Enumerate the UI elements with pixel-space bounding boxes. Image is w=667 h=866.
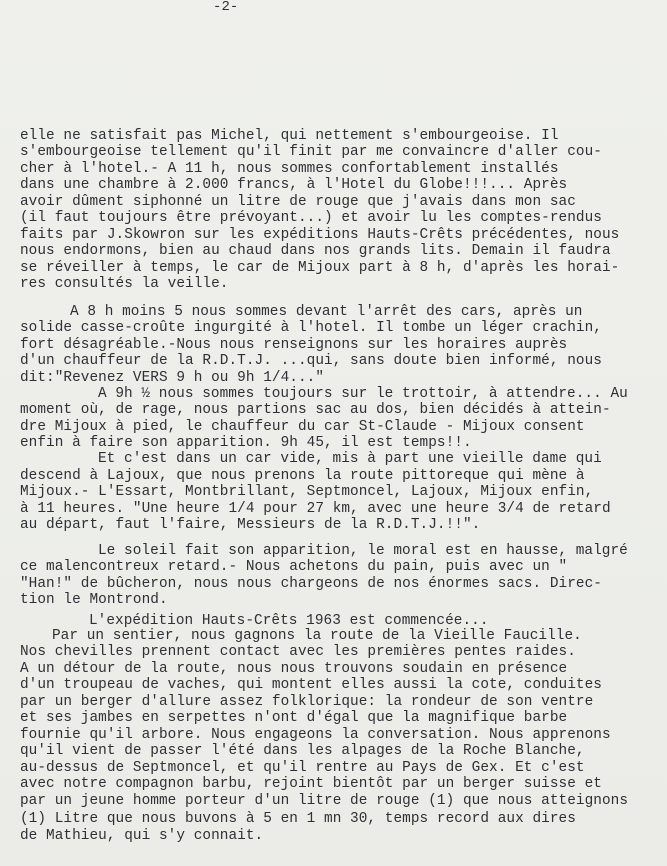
text-line: (il faut toujours être prévoyant...) et avoir lu les comptes-rendus [20, 209, 602, 226]
text-line: tion le Montrond. [20, 591, 168, 608]
text-line: elle ne satisfait pas Michel, qui nettement s'embourgeoise. Il [20, 128, 559, 144]
text-line: Par un sentier, nous gagnons la route de la Vieille Faucille. [52, 627, 582, 644]
text-line: à 11 heures. "Une heure 1/4 pour 27 km, avec une heure 3/4 de retard [20, 501, 611, 518]
text-line: fort désagréable.-Nous nous renseignons sur les horaires auprès [20, 336, 568, 353]
text-line: par un berger d'allure assez folklorique: la rondeur de son ventre [20, 693, 594, 710]
text-line: dre Mijoux à pied, le chauffeur du car St-Claude - Mijoux consent [20, 418, 585, 435]
text-line: dit:"Revenez VERS 9 h ou 9h 1/4..." [20, 369, 325, 386]
text-line: A 9h ½ nous sommes toujours sur le trottoir, à attendre... Au [98, 385, 628, 402]
text-line: moment où, de rage, nous partions sac au dos, bien décidés à attein- [20, 402, 611, 419]
footnote-line: de Mathieu, qui s'y connait. [20, 828, 264, 844]
text-line: faits par J.Skowron sur les expéditions Hauts-Crêts précédentes, nous [20, 226, 620, 243]
text-line: Mijoux.- L'Essart, Montbrillant, Septmoncel, Lajoux, Mijoux enfin, [20, 484, 594, 501]
text-line: avec notre compagnon barbu, rejoint bientôt par un berger suisse et [20, 775, 602, 792]
text-line: avoir dûment siphonné un litre de rouge que j'avais dans mon sac [20, 193, 576, 210]
text-line: A un détour de la route, nous nous trouvons soudain en présence [20, 660, 568, 677]
text-line: d'un chauffeur de la R.D.T.J. ...qui, sans doute bien informé, nous [20, 352, 602, 369]
text-line: cher à l'hotel.- A 11 h, nous sommes confortablement installés [20, 160, 559, 177]
text-line: et ses jambes en serpettes n'ont d'égal que la magnifique barbe [20, 709, 568, 726]
text-line: au départ, faut l'faire, Messieurs de la R.D.T.J.!!". [20, 517, 481, 534]
text-line: descend à Lajoux, que nous prenons la route pittoreque qui mène à [20, 468, 585, 485]
text-line: par un jeune homme porteur d'un litre de rouge (1) que nous atteignons [20, 792, 629, 809]
footnote-line: (1) Litre que nous buvons à 5 en 1 mn 30, temps record aux dires [20, 811, 576, 828]
text-line: "Han!" de bûcheron, nous nous chargeons de nos énormes sacs. Direc- [20, 575, 602, 592]
text-line: Le soleil fait son apparition, le moral est en hausse, malgré [98, 542, 628, 559]
page-number: -2- [213, 0, 239, 15]
text-line: solide casse-croûte ingurgité à l'hotel. Il tombe un léger crachin, [20, 319, 602, 336]
text-line: ce malencontreux retard.- Nous achetons du pain, puis avec un " [20, 558, 568, 575]
text-line: enfin à faire son apparition. 9h 45, il est temps!!. [20, 435, 472, 452]
text-line: s'embourgeoise tellement qu'il finit par me convaincre d'aller cou- [20, 144, 602, 160]
text-line: Et c'est dans un car vide, mis à part une vieille dame qui [98, 451, 602, 468]
text-line: dans une chambre à 2.000 francs, à l'Hotel du Globe!!!... Après [20, 177, 568, 193]
text-line: qu'il vient de passer l'été dans les alpages de la Roche Blanche, [20, 742, 585, 759]
text-line: Nos chevilles prennent contact avec les premières pentes raides. [20, 643, 576, 660]
text-line: L'expédition Hauts-Crêts 1963 est commencée... [89, 612, 489, 629]
text-line: fournie qu'il arbore. Nous engageons la conversation. Nous apprenons [20, 726, 611, 743]
text-line: res consultés la veille. [20, 275, 229, 292]
text-line: A 8 h moins 5 nous sommes devant l'arrêt des cars, après un [70, 303, 583, 320]
text-line: nous endormons, bien au chaud dans nos grands lits. Demain il faudra [20, 242, 611, 259]
text-line: au-dessus de Septmoncel, et qu'il rentre au Pays de Gex. Et c'est [20, 759, 585, 776]
text-line: se réveiller à temps, le car de Mijoux part à 8 h, d'après les horai- [20, 259, 620, 276]
text-line: d'un troupeau de vaches, qui montent elles aussi la cote, conduites [20, 676, 602, 693]
